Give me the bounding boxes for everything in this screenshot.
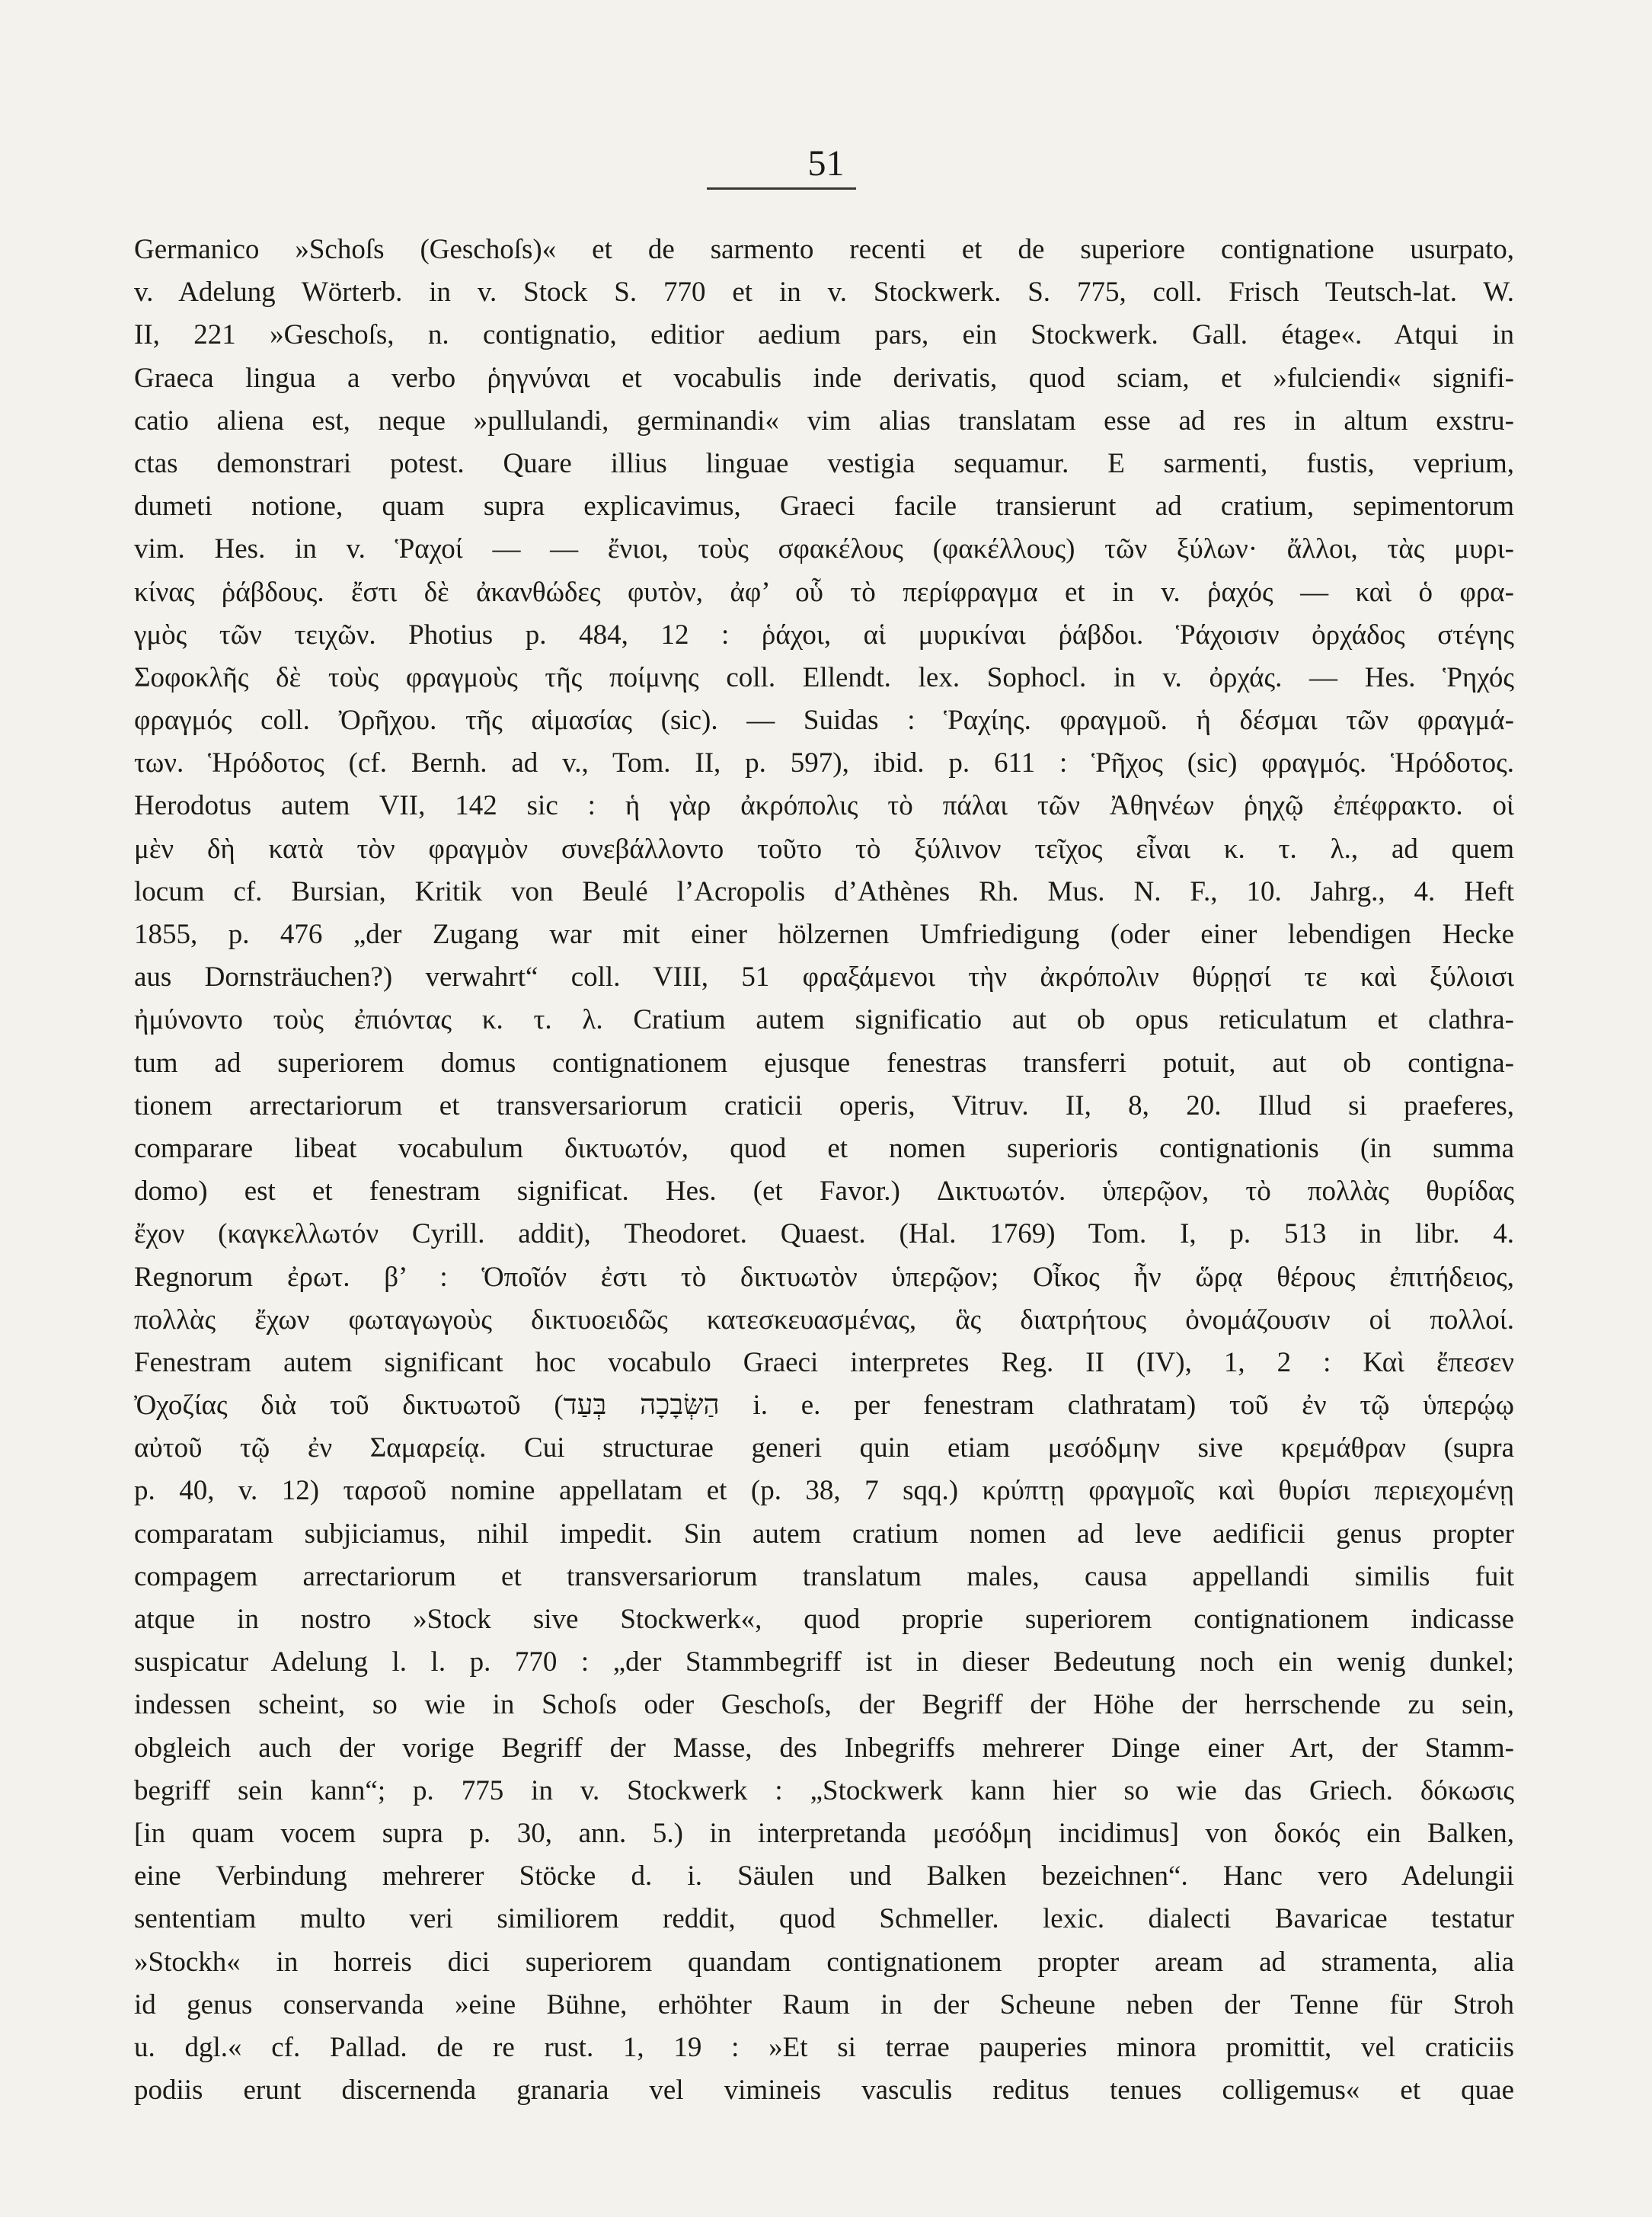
text-line: μὲν δὴ κατὰ τὸν φραγμὸν συνεβάλλοντο τοῦτο τὸ ξύλινον τεῖχος εἶναι κ. τ. λ., ad quem (134, 833, 1514, 865)
text-line: eine Verbindung mehrerer Stöcke d. i. Säulen und Balken bezeichnen“. Hanc vero Adelungii (134, 1860, 1514, 1892)
page-number: 51 (807, 143, 845, 184)
text-line: vim. Hes. in v. Ῥαχοί — — ἔνιοι, τοὺς σφακέλους (φακέλλους) τῶν ξύλων· ἄλλοι, τὰς μυρι- (134, 533, 1514, 565)
text-line (134, 2112, 1514, 2155)
text-line: Regnorum ἐρωτ. β’ : Ὁποῖόν ἐστι τὸ δικτυωτὸν ὑπερῷον; Οἶκος ἦν ὥρᾳ θέρους ἐπιτήδειος, (134, 1261, 1514, 1293)
text-line: podiis erunt discernenda granaria vel vimineis vasculis reditus tenues colligemus« et quae (134, 2075, 1514, 2107)
text-line: 1855, p. 476 „der Zugang war mit einer hölzernen Umfriedigung (oder einer lebendigen Hecke (134, 919, 1514, 950)
text-line: comparatam subjiciamus, nihil impedit. Sin autem cratium nomen ad leve aedificii genus propter (134, 1518, 1514, 1550)
text-line: [in quam vocem supra p. 30, ann. 5.) in interpretanda μεσόδμη incidimus] von δοκός ein Balken, (134, 1817, 1514, 1849)
text-line: atque in nostro »Stock sive Stockwerk«, quod proprie superiorem contignationem indicasse (134, 1604, 1514, 1635)
body-text (134, 229, 1514, 2179)
text-line: catio aliena est, neque »pullulandi, germinandi« vim alias translatam esse ad res in altum exstru- (134, 405, 1514, 437)
text-line: tionem arrectariorum et transversariorum craticii operis, Vitruv. II, 8, 20. Illud si praeferes, (134, 1089, 1514, 1121)
text-line: φραγμός coll. Ὀρῆχου. τῆς αἱμασίας (sic). — Suidas : Ῥαχίης. φραγμοῦ. ἡ δέσμαι τῶν φραγμά- (134, 705, 1514, 737)
text-line: suspicatur Adelung l. l. p. 770 : „der Stammbegriff ist in dieser Bedeutung noch ein wenig dunkel; (134, 1646, 1514, 1678)
text-line: p. 40, v. 12) ταρσοῦ nomine appellatam et (p. 38, 7 sqq.) κρύπτῃ φραγμοῖς καὶ θυρίσι περιεχομένῃ (134, 1475, 1514, 1507)
text-line: Ὀχοζίας διὰ τοῦ δικτυωτοῦ (הַשְּׂבָכָה בְּעַד i. e. per fenestram clathratam) τοῦ ἐν τῷ ὑπερῴῳ (134, 1390, 1514, 1422)
text-line: v. Adelung Wörterb. in v. Stock S. 770 et in v. Stockwerk. S. 775, coll. Frisch Teutsch-lat. W. (134, 277, 1514, 309)
text-line: γμὸς τῶν τειχῶν. Photius p. 484, 12 : ῥάχοι, αἱ μυρικίναι ῥάβδοι. Ῥάχοισιν ὀρχάδος στέγης (134, 619, 1514, 651)
text-line: begriff sein kann“; p. 775 in v. Stockwerk : „Stockwerk kann hier so wie das Griech. δόκωσις (134, 1774, 1514, 1806)
page-number-rule (707, 187, 856, 190)
text-line: Fenestram autem significant hoc vocabulo Graeci interpretes Reg. II (IV), 1, 2 : Καὶ ἔπεσεν (134, 1346, 1514, 1378)
text-line: των. Ἡρόδοτος (cf. Bernh. ad v., Tom. II, p. 597), ibid. p. 611 : Ῥῆχος (sic) φραγμός. Ἡρόδοτος. (134, 747, 1514, 779)
text-line: Germanico »Schoſs (Geschoſs)« et de sarmento recenti et de superiore contignatione usurpato, (134, 234, 1514, 265)
text-line: aus Dornsträuchen?) verwahrt“ coll. VIII, 51 φραξάμενοι τὴν ἀκρόπολιν θύρῃσί τε καὶ ξύλοισι (134, 961, 1514, 993)
text-line: compagem arrectariorum et transversariorum translatum males, causa appellandi similis fuit (134, 1560, 1514, 1592)
text-line: αὐτοῦ τῷ ἐν Σαμαρείᾳ. Cui structurae generi quin etiam μεσόδμην sive κρεμάθραν (supra (134, 1432, 1514, 1464)
text-line: ἔχον (καγκελλωτόν Cyrill. addit), Theodoret. Quaest. (Hal. 1769) Tom. I, p. 513 in libr. 4. (134, 1218, 1514, 1250)
text-line: Herodotus autem VII, 142 sic : ἡ γὰρ ἀκρόπολις τὸ πάλαι τῶν Ἀθηνέων ῥηχῷ ἐπέφρακτο. οἱ (134, 790, 1514, 822)
text-line: domo) est et fenestram significat. Hes. (et Favor.) Δικτυωτόν. ὑπερῷον, τὸ πολλὰς θυρίδας (134, 1176, 1514, 1208)
text-line: locum cf. Bursian, Kritik von Beulé l’Acropolis d’Athènes Rh. Mus. N. F., 10. Jahrg., 4. Heft (134, 875, 1514, 907)
text-line: ctas demonstrari potest. Quare illius linguae vestigia sequamur. E sarmenti, fustis, veprium, (134, 447, 1514, 479)
text-line: sententiam multo veri similiorem reddit, quod Schmeller. lexic. dialecti Bavaricae testatur (134, 1903, 1514, 1935)
text-line: id genus conservanda »eine Bühne, erhöhter Raum in der Scheune neben der Tenne für Stroh (134, 1988, 1514, 2020)
text-line: Graeca lingua a verbo ῥηγνύναι et vocabulis inde derivatis, quod sciam, et »fulciendi« signifi- (134, 362, 1514, 394)
text-line: obgleich auch der vorige Begriff der Masse, des Inbegriffs mehrerer Dinge einer Art, der Stamm- (134, 1732, 1514, 1764)
text-line: »Stockh« in horreis dici superiorem quandam contignationem propter aream ad stramenta, alia (134, 1946, 1514, 1978)
text-line: indessen scheint, so wie in Schoſs oder Geschoſs, der Begriff der Höhe der herrschende zu sein, (134, 1689, 1514, 1721)
text-line: ἠμύνοντο τοὺς ἐπιόντας κ. τ. λ. Cratium autem significatio aut ob opus reticulatum et clathra- (134, 1004, 1514, 1036)
text-line: u. dgl.« cf. Pallad. de re rust. 1, 19 : »Et si terrae pauperies minora promittit, vel craticiis (134, 2031, 1514, 2063)
text-line: II, 221 »Geschoſs, n. contignatio, editior aedium pars, ein Stockwerk. Gall. étage«. Atqui in (134, 319, 1514, 351)
text-line: tum ad superiorem domus contignationem ejusque fenestras transferri potuit, aut ob contigna- (134, 1047, 1514, 1079)
text-line: Σοφοκλῆς δὲ τοὺς φραγμοὺς τῆς ποίμνης coll. Ellendt. lex. Sophocl. in v. ὀρχάς. — Hes. Ῥηχός (134, 661, 1514, 693)
text-line: dumeti notione, quam supra explicavimus, Graeci facile transierunt ad cratium, sepimentorum (134, 491, 1514, 523)
text-line: πολλὰς ἔχων φωταγωγοὺς δικτυοειδῶς κατεσκευασμένας, ἃς διατρήτους ὀνομάζουσιν οἱ πολλοί. (134, 1304, 1514, 1336)
text-line: comparare libeat vocabulum δικτυωτόν, quod et nomen superioris contignationis (in summa (134, 1132, 1514, 1164)
text-line: κίνας ῥάβδους. ἔστι δὲ ἀκανθώδες φυτὸν, ἀφ’ οὗ τὸ περίφραγμα et in v. ῥαχός — καὶ ὁ φρα- (134, 576, 1514, 608)
